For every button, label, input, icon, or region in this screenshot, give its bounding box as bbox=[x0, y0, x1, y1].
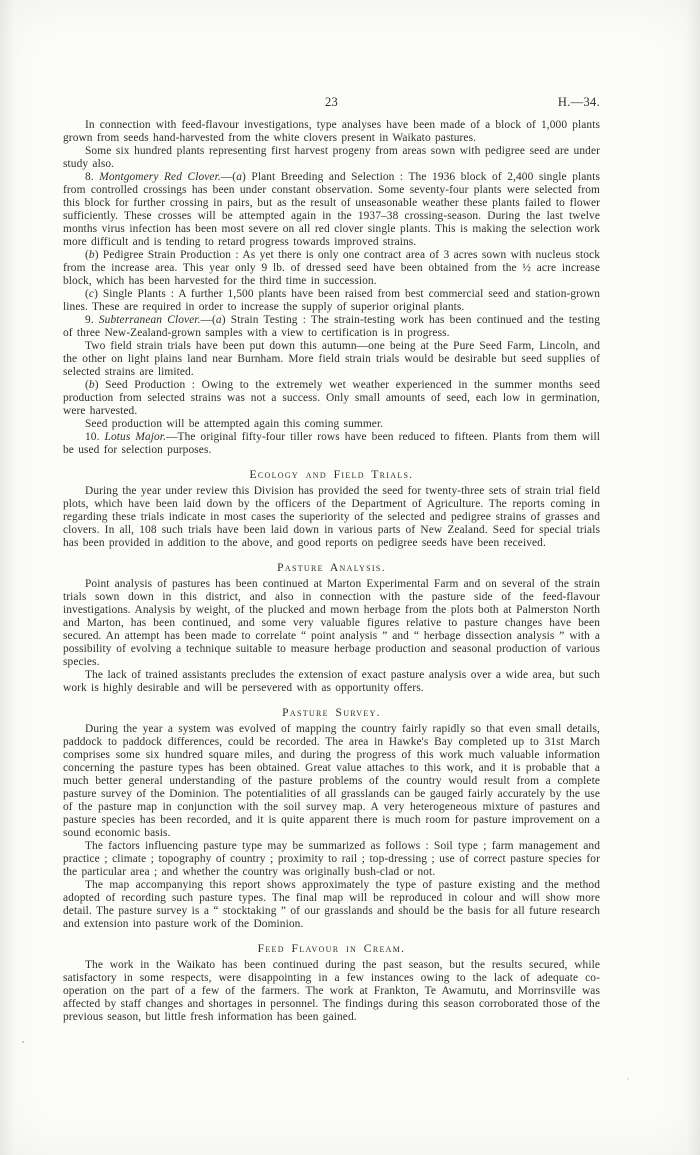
scan-speck bbox=[22, 1041, 24, 1043]
page-number: 23 bbox=[324, 95, 339, 109]
document-reference: H.—34. bbox=[557, 95, 600, 109]
paragraph: 8. Montgomery Red Clover.—(a) Plant Breeding and Selection : The 1936 block of 2,400 single plants from controlled crossings has been under constant observation. Some seventy-four plants were selected from this block for further crossing in pairs, but as the result of unseasonable weather these plants failed to flower sufficiently. These crosses will be attempted again in the 1937–38 crossing-season. During the last twelve months virus infection has been most severe on all red clover single plants. This is making the selection work more difficult and is tending to retard progress towards improved strains. bbox=[63, 171, 601, 248]
scan-edge-right bbox=[686, 0, 700, 1155]
scan-edge-left bbox=[0, 0, 14, 1155]
paragraph: During the year under review this Division has provided the seed for twenty-three sets of strain trial field plots, which have been laid down by the officers of the Department of Agriculture. The reports coming in regarding these trials indicate in most cases the superiority of the selected and pedigree strains of grasses and clovers. In all, 108 such trials have been laid down in various parts of New Zealand. Seed for special trials has been provided in addition to the above, and good reports on pedigree seeds have been received. bbox=[63, 485, 600, 549]
paragraph: Seed production will be attempted again this coming summer. bbox=[85, 418, 384, 430]
paragraph: The factors influencing pasture type may be summarized as follows : Soil type ; farm management and practice ; climate ; topography of country ; proximity to rail ; top-dressing ; use of correct pasture species for the particular area ; and whether the country was originally bush-clad or not. bbox=[63, 840, 600, 878]
paragraph: (b) Seed Production : Owing to the extremely wet weather experienced in the summer months seed production from selected strains was not a success. Only small amounts of seed, each low in germination, were harvested. bbox=[63, 379, 600, 417]
paragraph: (c) Single Plants : A further 1,500 plants have been raised from best commercial seed and station-grown lines. These are required in order to increase the supply of superior original plants. bbox=[63, 288, 600, 313]
section-heading: Pasture Survey. bbox=[282, 706, 381, 719]
paragraph: Point analysis of pastures has been continued at Marton Experimental Farm and on several of the strain trials sown down in this district, and also in connection with the pasture side of the feed-flavour investigations. Analysis by weight, of the plucked and mown herbage from the plots both at Palmerston North and Marton, has been continued, and some very valuable figures relative to pasture changes have been secured. An attempt has been made to correlate “ point analysis ” and “ herbage dissection analysis ” with a possibility of evolving a technique suitable to measure herbage production and seasonal production of various species. bbox=[63, 578, 600, 668]
section-heading: Ecology and Field Trials. bbox=[249, 468, 414, 481]
page-header bbox=[63, 95, 600, 110]
paragraph: 10. Lotus Major.—The original fifty-four tiller rows have been reduced to fifteen. Plants from them will be used for selection purposes. bbox=[63, 431, 601, 456]
paragraph: The work in the Waikato has been continued during the past season, but the results secured, while satisfactory in some respects, were disappointing in a few instances owing to the lack of adequate co-operation on the part of a few of the farmers. The work at Frankton, Te Awamutu, and Morrinsville was affected by staff changes and shortages in personnel. The findings during this season corroborated those of the previous season, but little fresh information has been gained. bbox=[63, 959, 600, 1023]
paragraph: 9. Subterranean Clover.—(a) Strain Testing : The strain-testing work has been continued and the testing of three New-Zealand-grown samples with a view to certification is in progress. bbox=[63, 314, 600, 339]
paragraph: The lack of trained assistants precludes the extension of exact pasture analysis over a wide area, but such work is highly desirable and will be persevered with as opportunity offers. bbox=[63, 669, 600, 694]
paragraph: During the year a system was evolved of mapping the country fairly rapidly so that even small details, paddock to paddock differences, could be recorded. The area in Hawke's Bay completed up to 31st March comprises some six hundred square miles, and during the progress of this work much valuable information concerning the pasture types has been obtained. Great value attaches to this work, and it is probable that a much better general understanding of the pasture problems of the country would result from a complete pasture survey of the Dominion. The potentialities of all grasslands can be gauged fairly accurately by the use of the pasture map in conjunction with the soil survey map. A very heterogeneous mixture of pastures and pasture species has been recorded, and it is quite apparent there is much room for pasture improvement on a sound economic basis. bbox=[63, 723, 600, 839]
section-heading: Pasture Analysis. bbox=[277, 561, 386, 574]
section-heading: Feed Flavour in Cream. bbox=[257, 942, 406, 955]
document-body bbox=[63, 119, 600, 1024]
paragraph: The map accompanying this report shows approximately the type of pasture existing and the method adopted of recording such pasture types. The final map will be reproduced in colour and will show more detail. The pasture survey is a “ stocktaking ” of our grasslands and should be the basis for all future research and extension into pasture work of the Dominion. bbox=[63, 879, 600, 930]
paragraph: (b) Pedigree Strain Production : As yet there is only one contract area of 3 acres sown with nucleus stock from the increase area. This year only 9 lb. of dressed seed have been obtained from the ½ acre increase block, which has been harvested for the third time in succession. bbox=[63, 249, 600, 287]
paragraph: In connection with feed-flavour investigations, type analyses have been made of a block of 1,000 plants grown from seeds hand-harvested from the white clovers present in Waikato pastures. bbox=[63, 119, 600, 144]
paragraph: Some six hundred plants representing first harvest progeny from areas sown with pedigree seed are under study also. bbox=[63, 145, 600, 170]
scan-speck bbox=[627, 1078, 629, 1080]
paragraph: Two field strain trials have been put down this autumn—one being at the Pure Seed Farm, Lincoln, and the other on light plains land near Burnham. More field strain trials would be desirable but seed supplies of selected strains are limited. bbox=[63, 340, 600, 378]
